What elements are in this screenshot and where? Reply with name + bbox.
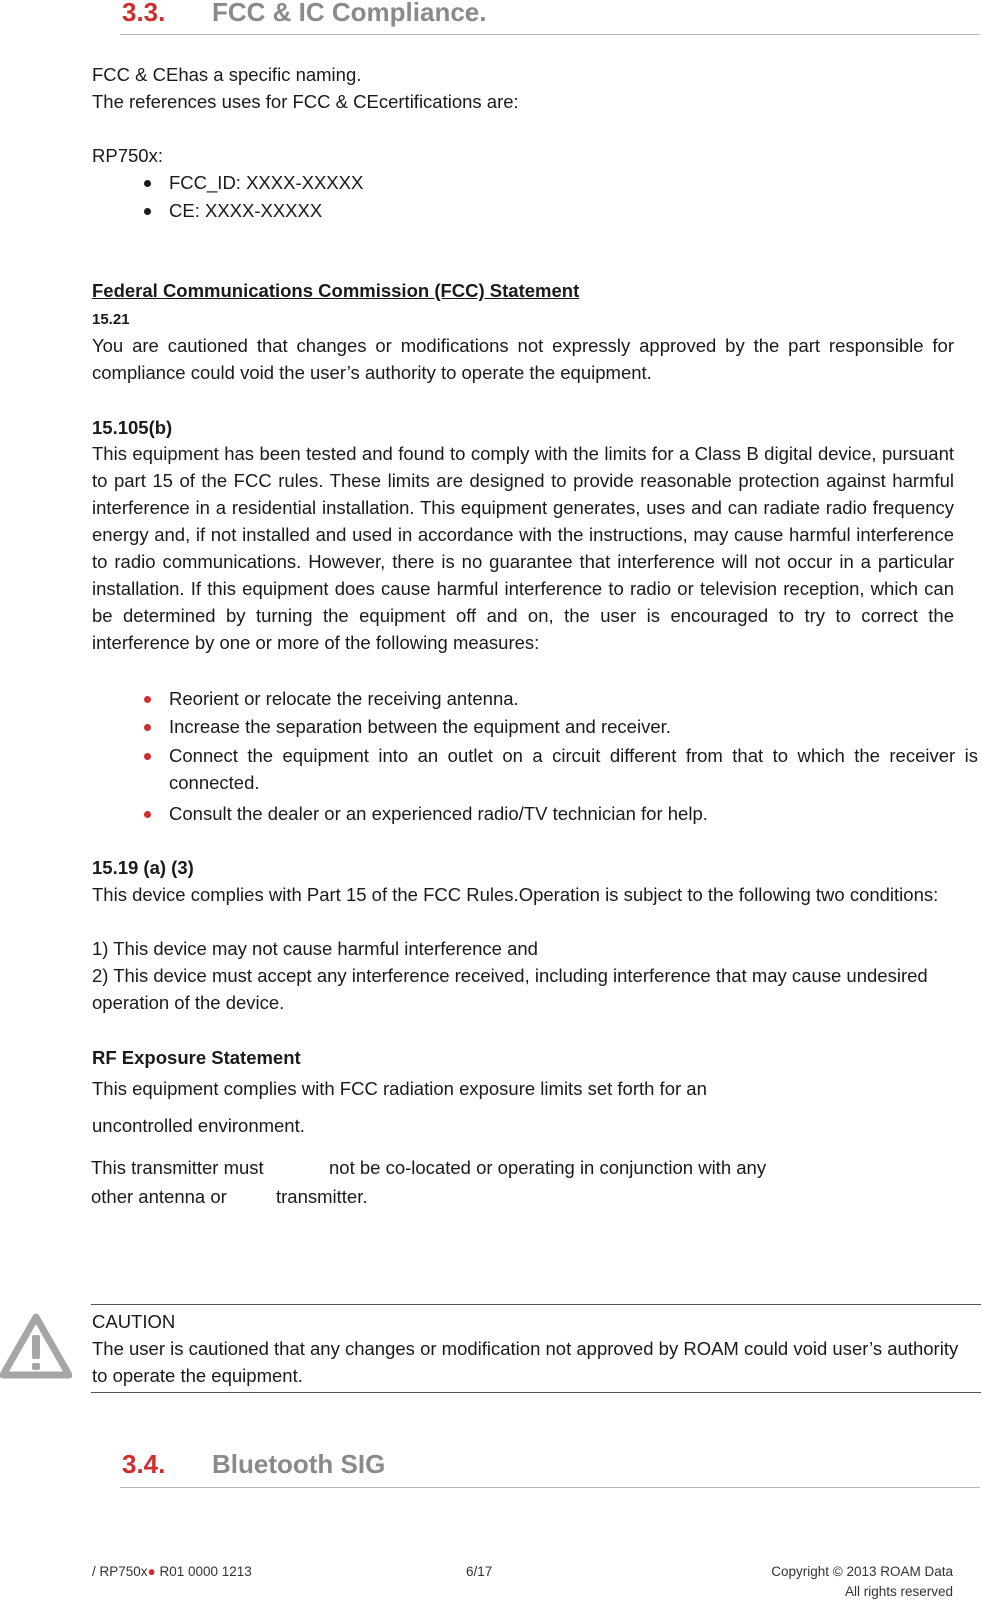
rule-15-19-text: This device complies with Part 15 of the FCC Rules.Operation is subject to the following two conditions:: [92, 884, 939, 905]
section-title: FCC & IC Compliance.: [212, 0, 487, 27]
section-number: 3.4.: [122, 1449, 166, 1479]
footer-page-number: 6/17: [466, 1564, 493, 1579]
caution-box: [91, 1304, 981, 1393]
measure-text: Connect the equipment into an outlet on a circuit different from that to which the receiver is connected.: [169, 745, 978, 793]
bullet-icon: [144, 696, 151, 703]
bullet-icon: [144, 753, 151, 760]
footer-rights: All rights reserved: [844, 1584, 953, 1599]
section-heading: [120, 0, 980, 35]
condition-2: 2) This device must accept any interference received, including interference that may cause undesired operation of the device.: [92, 965, 928, 1013]
section-title: Bluetooth SIG: [212, 1449, 386, 1479]
doc-suffix: R01 0000 1213: [155, 1564, 252, 1579]
intro-line-1: FCC & CEhas a specific naming.: [92, 64, 362, 85]
rf-line-3a: This transmitter must: [91, 1157, 264, 1178]
caution-text: The user is cautioned that any changes or modification not approved by ROAM could void user’s authority to operate the equipment.: [92, 1338, 959, 1386]
section-number: 3.3.: [122, 0, 166, 27]
rf-line-4b: transmitter.: [276, 1186, 368, 1207]
caution-title: CAUTION: [92, 1311, 176, 1332]
condition-1: 1) This device may not cause harmful interference and: [92, 938, 538, 959]
rule-15-105b-text: This equipment has been tested and found to comply with the limits for a Class B digital device, pursuant to part 15 of the FCC rules. These limits are designed to provide reasonable protection against harmful interference in a residential installation. This equipment generates, uses and can radiate radio frequency energy and, if not installed and used in accordance with the instructions, may cause harmful interference to radio communications. However, there is no guarantee that interference will not occur in a particular installation. If this equipment does cause harmful interference to radio or television reception, which can be determined by turning the equipment off and on, the user is encouraged to try to correct the interference by one or more of the following measures:: [92, 443, 954, 653]
fcc-heading: Federal Communications Commission (FCC) Statement: [92, 280, 580, 301]
intro-line-2: The references uses for FCC & CEcertifications are:: [92, 91, 519, 112]
footer-doc-ref: [92, 1564, 252, 1579]
rf-line-4a: other antenna or: [91, 1186, 227, 1207]
bullet-icon: [144, 208, 151, 215]
fcc-id-text: FCC_ID: XXXX-XXXXX: [169, 172, 364, 193]
measure-text: Reorient or relocate the receiving antenna.: [169, 688, 519, 709]
ce-id-text: CE: XXXX-XXXXX: [169, 200, 323, 221]
rf-line-3b: not be co-located or operating in conjunction with any: [329, 1157, 767, 1178]
rule-15-19-label: 15.19 (a) (3): [92, 857, 194, 878]
rf-heading: RF Exposure Statement: [92, 1047, 301, 1068]
warning-icon: [0, 1313, 72, 1379]
section-heading: [120, 1445, 980, 1488]
rule-15-21-label: 15.21: [92, 311, 130, 328]
footer-copyright: Copyright © 2013 ROAM Data: [771, 1564, 953, 1579]
bullet-icon: [144, 811, 151, 818]
measure-text: Consult the dealer or an experienced radio/TV technician for help.: [169, 803, 708, 824]
model-label: RP750x:: [92, 145, 163, 166]
bullet-icon: [144, 180, 151, 187]
measure-text: Increase the separation between the equipment and receiver.: [169, 716, 671, 737]
separator-dot-icon: ●: [147, 1564, 156, 1579]
bullet-icon: [144, 724, 151, 731]
doc-prefix: / RP750x: [92, 1564, 148, 1579]
rf-line-1: This equipment complies with FCC radiation exposure limits set forth for an: [92, 1078, 707, 1099]
rf-line-2: uncontrolled environment.: [92, 1115, 305, 1136]
rule-15-21-text: You are cautioned that changes or modifications not expressly approved by the part responsible for compliance could void the user’s authority to operate the equipment.: [92, 335, 954, 383]
rule-15-105b-label: 15.105(b): [92, 417, 173, 438]
